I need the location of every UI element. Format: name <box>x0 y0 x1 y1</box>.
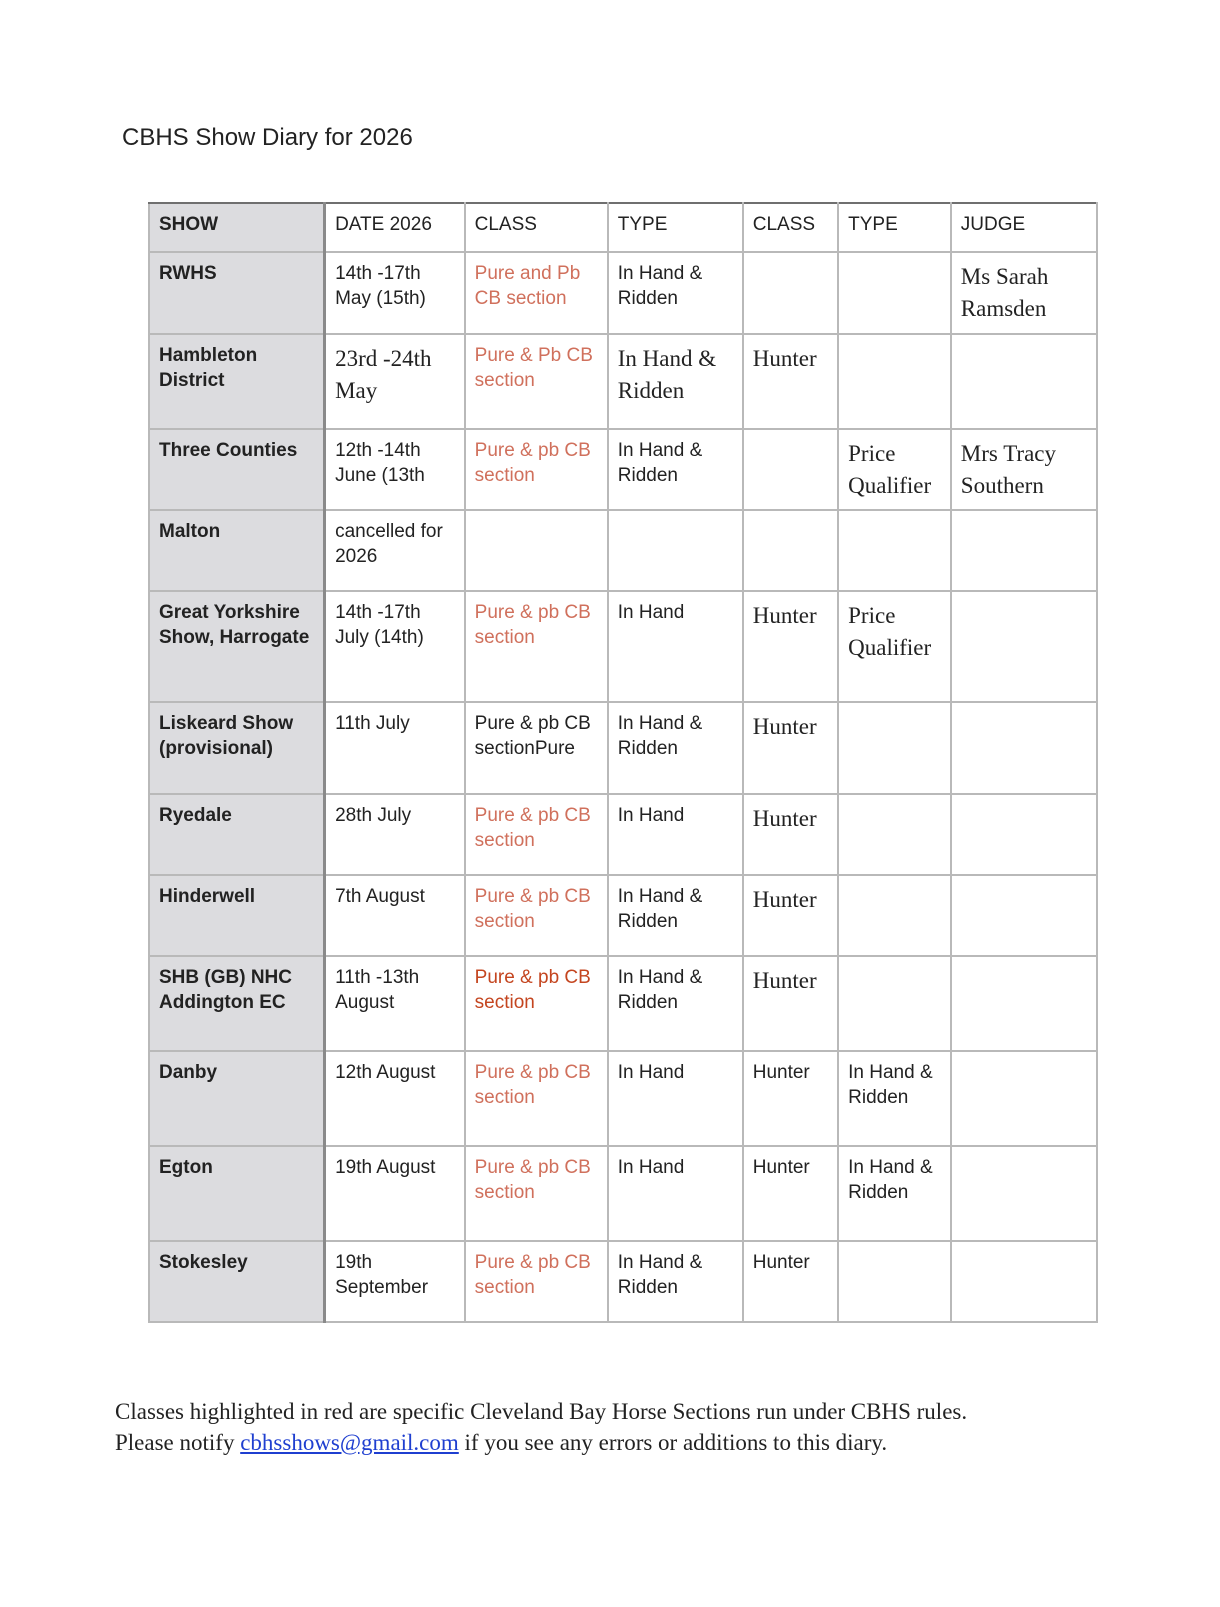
show-date: 23rd -24th May <box>325 334 465 429</box>
show-name: SHB (GB) NHC Addington EC <box>149 956 325 1051</box>
show-name: Danby <box>149 1051 325 1146</box>
show-date: 11th July <box>325 702 465 794</box>
show-diary-table <box>148 202 1098 1323</box>
class-cell-2 <box>743 252 838 334</box>
footer-prefix: Please notify <box>115 1430 235 1455</box>
show-name: Great Yorkshire Show, Harrogate <box>149 591 325 702</box>
show-name: Liskeard Show (provisional) <box>149 702 325 794</box>
page-title: CBHS Show Diary for 2026 <box>122 124 413 151</box>
class-cell: Pure & pb CB section <box>465 875 608 956</box>
type-cell: In Hand & Ridden <box>608 252 743 334</box>
show-name: Ryedale <box>149 794 325 875</box>
header-show: SHOW <box>149 203 325 252</box>
show-date: 14th -17th May (15th) <box>325 252 465 334</box>
table-row <box>149 956 1097 1051</box>
class-cell-2: Hunter <box>743 334 838 429</box>
type-cell-2 <box>838 956 951 1051</box>
judge-cell <box>951 956 1097 1051</box>
class-cell: Pure & pb CB section <box>465 1051 608 1146</box>
class-cell-2: Hunter <box>743 591 838 702</box>
judge-cell <box>951 1241 1097 1322</box>
type-cell-2: Price Qualifier <box>838 591 951 702</box>
table-row <box>149 875 1097 956</box>
type-cell-2: In Hand & Ridden <box>838 1146 951 1241</box>
email-link[interactable]: cbhsshows@gmail.com <box>240 1430 459 1455</box>
class-cell-2: Hunter <box>743 1146 838 1241</box>
class-cell-2: Hunter <box>743 794 838 875</box>
class-cell: Pure & pb CB section <box>465 429 608 510</box>
judge-cell <box>951 1051 1097 1146</box>
type-cell-2 <box>838 334 951 429</box>
class-cell: Pure & pb CB section <box>465 794 608 875</box>
class-cell-2: Hunter <box>743 875 838 956</box>
table-row <box>149 794 1097 875</box>
type-cell-2 <box>838 875 951 956</box>
footer-note <box>115 1396 967 1458</box>
show-name: Hambleton District <box>149 334 325 429</box>
type-cell: In Hand & Ridden <box>608 334 743 429</box>
show-name: Malton <box>149 510 325 591</box>
table-row <box>149 1051 1097 1146</box>
type-cell: In Hand & Ridden <box>608 429 743 510</box>
header-date: DATE 2026 <box>325 203 465 252</box>
class-cell: Pure & Pb CB section <box>465 334 608 429</box>
judge-cell <box>951 875 1097 956</box>
show-date: 7th August <box>325 875 465 956</box>
class-cell: Pure & pb CB sectionPure <box>465 702 608 794</box>
class-cell: Pure & pb CB section <box>465 1146 608 1241</box>
class-cell-2: Hunter <box>743 1051 838 1146</box>
table-row <box>149 510 1097 591</box>
type-cell-2 <box>838 702 951 794</box>
show-date: 19th September <box>325 1241 465 1322</box>
judge-cell <box>951 1146 1097 1241</box>
judge-cell <box>951 334 1097 429</box>
type-cell-2: In Hand & Ridden <box>838 1051 951 1146</box>
table-header-row <box>149 203 1097 252</box>
class-cell: Pure & pb CB section <box>465 956 608 1051</box>
judge-cell <box>951 702 1097 794</box>
show-name: Egton <box>149 1146 325 1241</box>
type-cell: In Hand <box>608 1051 743 1146</box>
class-cell-2 <box>743 510 838 591</box>
class-cell: Pure & pb CB section <box>465 591 608 702</box>
show-date: 12th August <box>325 1051 465 1146</box>
judge-cell: Mrs Tracy Southern <box>951 429 1097 510</box>
type-cell-2 <box>838 1241 951 1322</box>
footer-suffix: if you see any errors or additions to this diary. <box>464 1430 888 1455</box>
class-cell <box>465 510 608 591</box>
judge-cell: Ms Sarah Ramsden <box>951 252 1097 334</box>
footer-line-2 <box>115 1427 967 1458</box>
class-cell: Pure and Pb CB section <box>465 252 608 334</box>
judge-cell <box>951 794 1097 875</box>
type-cell: In Hand <box>608 794 743 875</box>
table-row <box>149 591 1097 702</box>
type-cell: In Hand & Ridden <box>608 956 743 1051</box>
show-date: 19th August <box>325 1146 465 1241</box>
class-cell-2 <box>743 429 838 510</box>
show-date: cancelled for 2026 <box>325 510 465 591</box>
type-cell-2 <box>838 252 951 334</box>
type-cell: In Hand & Ridden <box>608 702 743 794</box>
table-row <box>149 702 1097 794</box>
show-date: 11th -13th August <box>325 956 465 1051</box>
show-date: 14th -17th July (14th) <box>325 591 465 702</box>
show-name: Hinderwell <box>149 875 325 956</box>
show-name: RWHS <box>149 252 325 334</box>
class-cell-2: Hunter <box>743 1241 838 1322</box>
type-cell: In Hand & Ridden <box>608 1241 743 1322</box>
class-cell-2: Hunter <box>743 956 838 1051</box>
class-cell: Pure & pb CB section <box>465 1241 608 1322</box>
type-cell: In Hand <box>608 591 743 702</box>
show-date: 28th July <box>325 794 465 875</box>
judge-cell <box>951 591 1097 702</box>
header-judge: JUDGE <box>951 203 1097 252</box>
footer-line-1: Classes highlighted in red are specific Cleveland Bay Horse Sections run under CBHS rules. <box>115 1399 968 1424</box>
type-cell <box>608 510 743 591</box>
table-row <box>149 252 1097 334</box>
header-type-2: TYPE <box>838 203 951 252</box>
judge-cell <box>951 510 1097 591</box>
type-cell: In Hand <box>608 1146 743 1241</box>
header-class: CLASS <box>465 203 608 252</box>
header-type: TYPE <box>608 203 743 252</box>
type-cell: In Hand & Ridden <box>608 875 743 956</box>
show-name: Stokesley <box>149 1241 325 1322</box>
show-name: Three Counties <box>149 429 325 510</box>
table-row <box>149 334 1097 429</box>
type-cell-2 <box>838 510 951 591</box>
show-date: 12th -14th June (13th <box>325 429 465 510</box>
table-row <box>149 1146 1097 1241</box>
table-row <box>149 1241 1097 1322</box>
type-cell-2: Price Qualifier <box>838 429 951 510</box>
table-row <box>149 429 1097 510</box>
type-cell-2 <box>838 794 951 875</box>
class-cell-2: Hunter <box>743 702 838 794</box>
header-class-2: CLASS <box>743 203 838 252</box>
